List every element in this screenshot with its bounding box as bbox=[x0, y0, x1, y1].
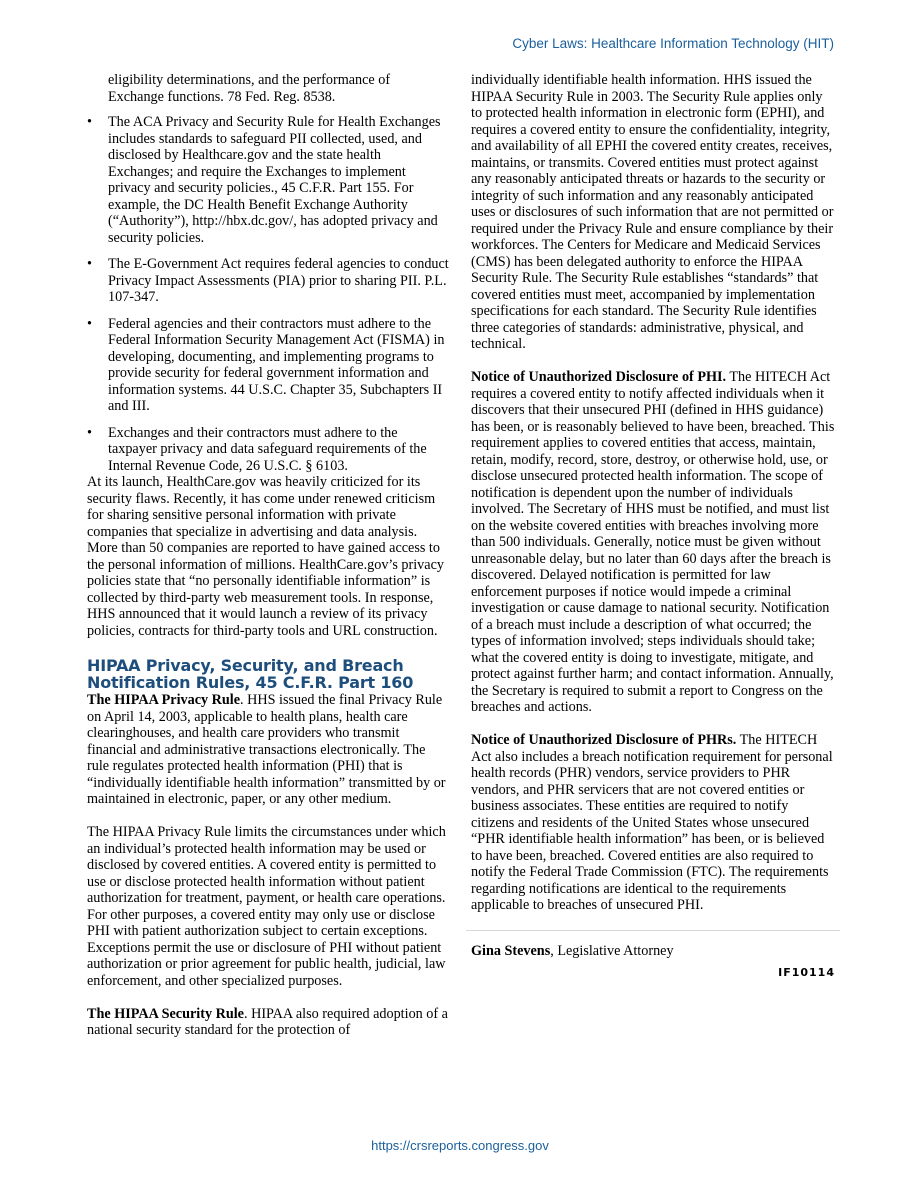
privacy-paragraph-2: The HIPAA Privacy Rule limits the circumstances under which an individual’s protected health information may be used or disclosed by covered entities. A covered entity is permitted to use or disclose protected health information without patient authorization for treatment, payment, or health care operations. For other purposes, a covered entity may only use or disclose PHI with patient authorization subject to certain exceptions. Exceptions permit the use or disclosure of PHI without patient authorization or prior agreement for public health, judicial, law enforcement, and other specialized purposes. bbox=[87, 824, 446, 989]
privacy-rule-lead: The HIPAA Privacy Rule bbox=[87, 692, 241, 708]
continued-text: eligibility determinations, and the performance of Exchange functions. 78 Fed. Reg. 8538. bbox=[108, 72, 391, 105]
phr-notice-lead: Notice of Unauthorized Disclosure of PHRs. bbox=[471, 732, 737, 748]
continued-text: individually identifiable health information. HHS issued the HIPAA Security Rule in 2003. The Security Rule applies only to protected health information in electronic form (EPHI), and requires a covered entity to ensure the confidentiality, integrity, and availability of all EPHI the covered entity creates, receives, maintains, or transmits. Covered entities must protect against any reasonably anticipated threats or hazards to the security or integrity of such information and any reasonably anticipated uses or disclosures of such information that are not permitted or required under the Privacy Rule and ensure compliance by their workforces. The Centers for Medicare and Medicaid Services (CMS) has been delegated authority to enforce the HIPAA Security Rule. The Security Rule establishes “standards” that covered entities must meet, accompanied by implementation specifications for each standard. The Security Rule identifies three categories of standards: administrative, physical, and technical. bbox=[471, 72, 834, 352]
page-header: Cyber Laws: Healthcare Information Technology (HIT) bbox=[512, 36, 834, 51]
left-column bbox=[87, 72, 449, 1039]
security-rule-lead: The HIPAA Security Rule bbox=[87, 1005, 244, 1022]
divider bbox=[466, 930, 840, 931]
author-name: Gina Stevens bbox=[471, 942, 551, 959]
phi-notice-text: The HITECH Act requires a covered entity to notify affected individuals when it discovers that their unsecured PHI (defined in HHS guidance) has been, or is reasonably believed to have been, breached. This requirement applies to covered entities that access, maintain, retain, modify, record, store, destroy, or otherwise hold, use, or disclose unsecured protected health information. The scope of notification is dependent upon the number of individuals involved. The Secretary of HHS must be notified, and must list on the website covered entities with breaches involving more than 500 individuals. Generally, notice must be given without unreasonable delay, but no later than 60 days after the breach is discovered. Delayed notification is permitted for law enforcement purposes if notice would impede a criminal investigation or cause damage to national security. Notification of a breach must include a description of what occurred; the types of information involved; steps individuals should take; what the covered entity is doing to investigate, mitigate, and protect against further harm; and contact information. Annually, the Secretary is required to submit a report to Congress on the breaches and actions. bbox=[471, 369, 835, 715]
privacy-rule-paragraph bbox=[87, 692, 449, 808]
author-line bbox=[471, 943, 835, 960]
list-item: • Federal agencies and their contractors must adhere to the Federal Information Security Management Act (FISMA) in developing, documenting, and implementing programs to provide security for federal government information and information systems. 44 U.S.C. Chapter 35, Subchapters II and III. bbox=[87, 316, 449, 415]
phr-notice-paragraph bbox=[471, 732, 835, 914]
footer-url[interactable]: https://crsreports.congress.gov bbox=[371, 1138, 549, 1153]
list-item: • The E-Government Act requires federal agencies to conduct Privacy Impact Assessments (PIA) prior to sharing PII. P.L. 107-347. bbox=[87, 256, 449, 306]
privacy-rule-text: . HHS issued the final Privacy Rule on April 14, 2003, applicable to health plans, health care clearinghouses, and health care providers who transmit financial and administrative transactions electronically. The rule regulates protected health information (PHI) that is “individually identifiable health information” transmitted by or maintained in electronic, paper, or any other medium. bbox=[87, 692, 446, 807]
author-title: , Legislative Attorney bbox=[550, 942, 674, 959]
right-column bbox=[471, 72, 835, 982]
bullet-list bbox=[87, 114, 449, 474]
list-item: • The ACA Privacy and Security Rule for Health Exchanges includes standards to safeguard PII collected, used, and disclosed by Healthcare.gov and the state health Exchanges; and require the Exchanges to implement privacy and security policies., 45 C.F.R. Part 155. For example, the DC Health Benefit Exchange Authority (“Authority”), http://hbx.dc.gov/, has adopted privacy and security policies. bbox=[87, 114, 449, 246]
phi-notice-paragraph bbox=[471, 369, 835, 716]
launch-paragraph: At its launch, HealthCare.gov was heavily criticized for its security flaws. Recently, it has come under renewed criticism for sharing sensitive personal information with private companies that specialize in advertising and data analysis. More than 50 companies are reported to have gained access to the personal information of millions. HealthCare.gov’s privacy policies state that “no personally identifiable information” is collected by third-party web measurement tools. In response, HHS announced that it would launch a review of its privacy policies, contracts for third-party tools and URL construction. bbox=[87, 474, 444, 639]
list-item: • Exchanges and their contractors must adhere to the taxpayer privacy and data safeguard requirements of the Internal Revenue Code, 26 U.S.C. § 6103. bbox=[87, 425, 449, 475]
security-rule-paragraph bbox=[87, 1006, 449, 1039]
phi-notice-lead: Notice of Unauthorized Disclosure of PHI. bbox=[471, 369, 727, 385]
security-rule-text: . HIPAA also required adoption of a national security standard for the protection of bbox=[87, 1005, 448, 1038]
phr-notice-text: The HITECH Act also includes a breach notification requirement for personal health records (PHR) vendors, service providers to PHR vendors, and PHR servicers that are not covered entities or business associates. These entities are required to notify citizens and residents of the United States whose unsecured “PHR identifiable health information” has been, or is believed to have been, breached. Covered entities are also required to notify the Federal Trade Commission (FTC). The requirements regarding notifications are identical to the requirements applicable to breaches of unsecured PHI. bbox=[471, 732, 833, 913]
section-heading: HIPAA Privacy, Security, and Breach Notification Rules, 45 C.F.R. Part 160 bbox=[87, 656, 414, 692]
report-code: IF10114 bbox=[778, 966, 835, 979]
